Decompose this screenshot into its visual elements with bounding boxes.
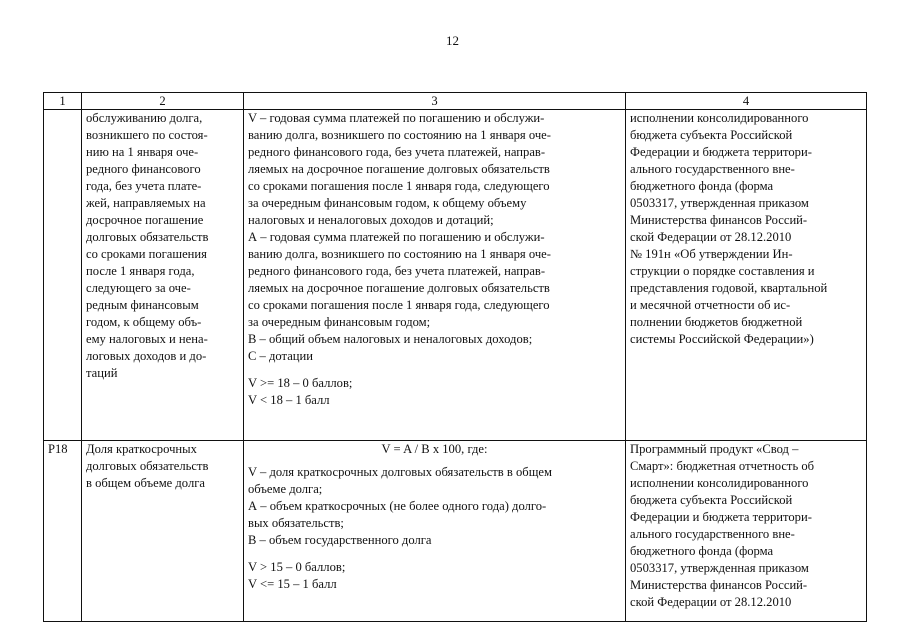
row-code bbox=[44, 110, 82, 441]
column-header-4: 4 bbox=[626, 93, 867, 110]
scoring-rules: V > 15 – 0 баллов; V <= 15 – 1 балл bbox=[248, 560, 346, 591]
indicator-name-cell bbox=[82, 441, 244, 622]
table-row bbox=[44, 110, 867, 441]
calculation-method: V – годовая сумма платежей по погашению и обслужи- ванию долга, возникшего по состоянию на 1 января оче- редного финансового года, без учета платежей, направ- ляемых на досрочное погашение долговых обязательств со сроками погашения после 1 января года, следующего за очередным финансовым годом, к общему объему налоговых и неналоговых доходов и дотаций; А – годовая сумма платежей по погашению и обслужи- ванию долга, возникшего по состоянию на 1 января оче- редного финансового года, без учета платежей, направ- ляемых на досрочное погашение долговых обязательств со сроками погашения после 1 января года, следующего за очередным финансовым годом; В – общий объем налоговых и неналоговых доходов; С – дотации bbox=[248, 111, 551, 363]
row-code: Р18 bbox=[44, 441, 82, 622]
scoring-rules: V >= 18 – 0 баллов; V < 18 – 1 балл bbox=[248, 376, 353, 407]
indicator-name-cell bbox=[82, 110, 244, 441]
calculation-method-cell bbox=[244, 110, 626, 441]
column-header-3: 3 bbox=[244, 93, 626, 110]
table-header-row bbox=[44, 93, 867, 110]
indicator-name: обслуживанию долга, возникшего по состоя- нию на 1 января оче- редного финансового года, без учета плате- жей, направляемых на досрочное погашение долговых обязательств со сроками погашения после 1 января года, следующего за оче- редным финансовым годом, к общему объ- ему налоговых и нена- логовых доходов и до- таций bbox=[86, 111, 209, 380]
calculation-method: V – доля краткосрочных долговых обязательств в общем объеме долга; А – объем краткосрочных (не более одного года) долго- вых обязательств; В – объем государственного долга bbox=[248, 465, 552, 547]
data-source-cell bbox=[626, 110, 867, 441]
indicator-name: Доля краткосрочных долговых обязательств в общем объеме долга bbox=[86, 442, 209, 490]
calculation-formula: V = A / B x 100, где: bbox=[381, 442, 488, 456]
column-header-1: 1 bbox=[44, 93, 82, 110]
page-number: 12 bbox=[446, 33, 459, 48]
calculation-method-cell bbox=[244, 441, 626, 622]
column-header-2: 2 bbox=[82, 93, 244, 110]
data-source: исполнении консолидированного бюджета субъекта Российской Федерации и бюджета территори- ального государственного вне- бюджетного фонда (форма 0503317, утвержденная приказом Министерства финансов Россий- ской Федерации от 28.12.2010 № 191н «Об утверждении Ин- струкции о порядке составления и представления годовой, квартальной и месячной отчетности об ис- полнении бюджетов бюджетной системы Российской Федерации») bbox=[630, 111, 828, 346]
table-row bbox=[44, 441, 867, 622]
indicators-table bbox=[43, 92, 867, 622]
data-source-cell bbox=[626, 441, 867, 622]
data-source: Программный продукт «Свод – Смарт»: бюджетная отчетность об исполнении консолидированного бюджета субъекта Российской Федерации и бюджета территори- ального государственного вне- бюджетного фонда (форма 0503317, утвержденная приказом Министерства финансов Россий- ской Федерации от 28.12.2010 bbox=[630, 442, 815, 609]
